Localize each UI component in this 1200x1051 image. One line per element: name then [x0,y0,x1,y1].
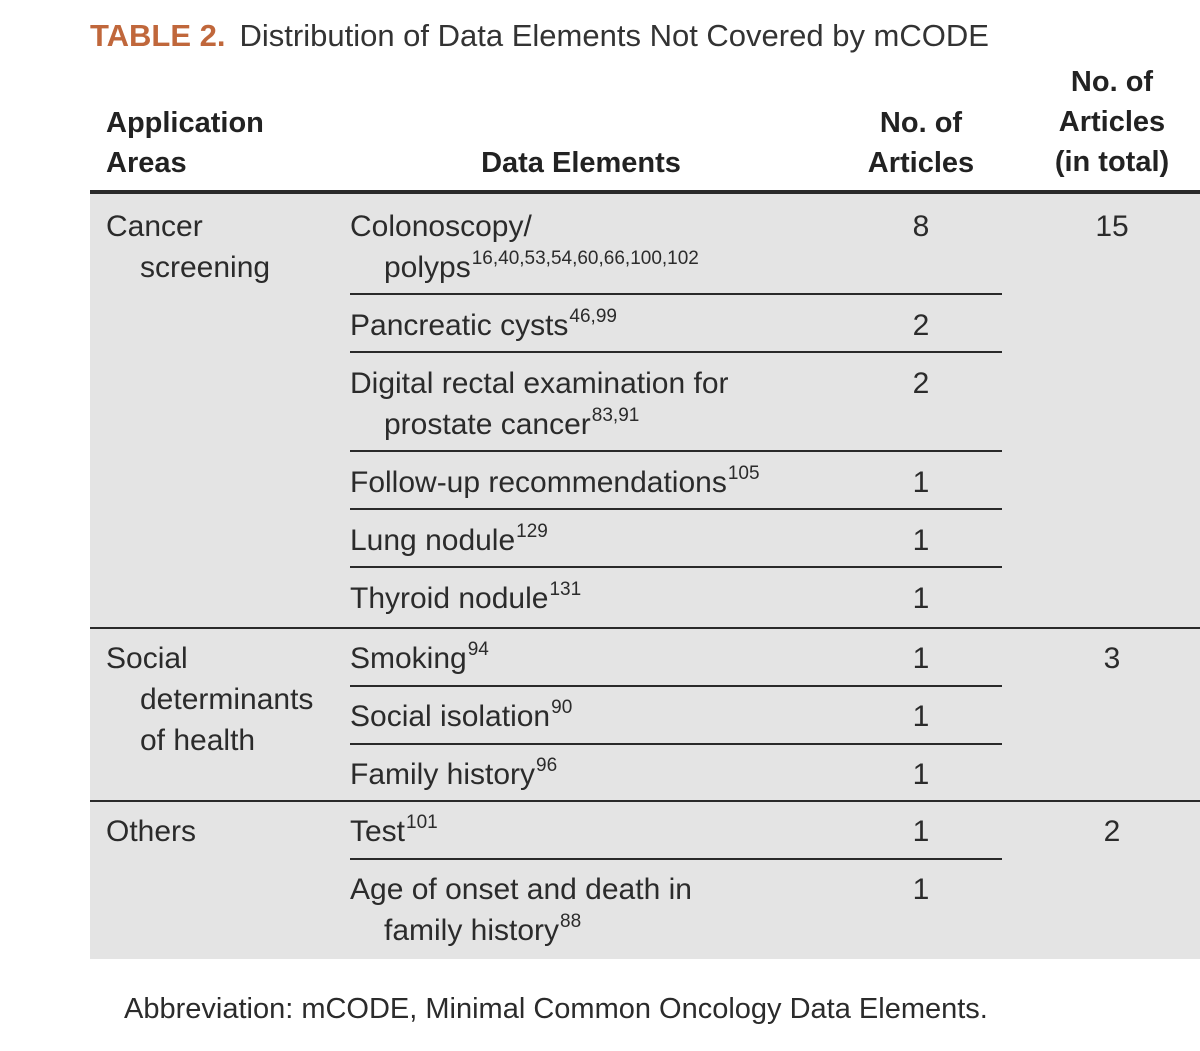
table-group-social-determinants [90,629,1200,800]
header-total-line: Articles [1058,106,1166,138]
application-area [106,206,342,288]
row-divider [350,293,1002,295]
element-line [350,462,820,507]
element-text: Follow-up recommendations [350,466,727,499]
data-element [350,811,820,856]
reference-superscript: 129 [516,521,548,542]
article-count: 8 [912,210,930,243]
data-element [350,696,820,741]
data-element [350,578,820,623]
element-line [350,754,820,799]
row-divider [350,858,1002,860]
row-divider [350,508,1002,510]
area-line: determinants [140,683,314,716]
article-count: 1 [912,582,930,615]
header-no-of-articles [858,103,984,183]
element-line: Colonoscopy/ [350,210,532,243]
table-title: Distribution of Data Elements Not Covered by mCODE [239,18,989,53]
table-group-cancer-screening [90,194,1200,627]
article-count: 2 [912,367,930,400]
element-text: Family history [350,758,536,791]
reference-superscript: 96 [536,755,558,776]
table-footnote: Abbreviation: mCODE, Minimal Common Oncology Data Elements. [124,993,988,1025]
reference-superscript: 83,91 [591,405,640,426]
header-n-line: No. of [879,107,963,139]
header-n-line: Articles [867,147,975,179]
reference-superscript: 105 [727,463,760,484]
article-count: 1 [912,815,930,848]
header-area-line: Application [106,107,264,139]
article-count: 1 [912,524,930,557]
data-element [350,462,820,507]
row-divider [350,743,1002,745]
articles-total: 15 [1095,210,1129,243]
article-count: 1 [912,700,930,733]
row-divider [350,351,1002,353]
article-count: 1 [912,758,930,791]
area-line: of health [140,724,256,757]
table-label: TABLE 2. [90,18,226,53]
reference-superscript: 88 [560,911,582,932]
element-line [350,910,820,955]
table-caption [90,16,989,56]
application-area [106,811,342,852]
header-application-areas [106,103,264,183]
header-area-line: Areas [106,147,187,179]
row-divider [350,450,1002,452]
data-element [350,754,820,799]
reference-superscript: 101 [406,812,438,833]
element-line [350,696,820,741]
element-line [350,811,820,856]
article-count: 1 [912,642,930,675]
area-line: screening [140,251,271,284]
element-text: Test [350,815,406,848]
data-element [350,638,820,683]
area-line: Social [106,642,188,675]
element-text: prostate cancer [384,408,591,441]
element-line [350,305,820,350]
element-text: Smoking [350,642,467,675]
header-articles-in-total [1040,62,1184,182]
header-data-elements: Data Elements [481,147,681,179]
element-text: Thyroid nodule [350,582,549,615]
element-line: Digital rectal examination for [350,367,729,400]
element-line [350,247,820,292]
element-line [350,404,820,449]
reference-superscript: 16,40,53,54,60,66,100,102 [471,248,699,269]
element-text: Lung nodule [350,524,516,557]
element-text: polyps [384,251,471,284]
header-total-line: (in total) [1054,146,1170,178]
data-element [350,206,820,292]
data-element [350,363,820,449]
header-total-line: No. of [1070,66,1154,98]
data-element [350,520,820,565]
table-group-others [90,802,1200,959]
article-count: 1 [912,873,930,906]
reference-superscript: 46,99 [569,306,617,327]
reference-superscript: 94 [467,639,489,660]
articles-total: 3 [1103,642,1121,675]
area-line: Cancer [106,210,203,243]
element-line [350,638,820,683]
article-count: 2 [912,309,930,342]
data-element [350,305,820,350]
element-text: family history [384,914,560,947]
element-line [350,520,820,565]
reference-superscript: 131 [549,579,582,600]
articles-total: 2 [1103,815,1121,848]
element-text: Pancreatic cysts [350,309,569,342]
article-count: 1 [912,466,930,499]
application-area [106,638,342,761]
data-element [350,869,820,955]
element-line: Age of onset and death in [350,873,692,906]
reference-superscript: 90 [551,697,573,718]
element-text: Social isolation [350,700,551,733]
row-divider [350,685,1002,687]
element-line [350,578,820,623]
area-line: Others [106,815,197,848]
row-divider [350,566,1002,568]
